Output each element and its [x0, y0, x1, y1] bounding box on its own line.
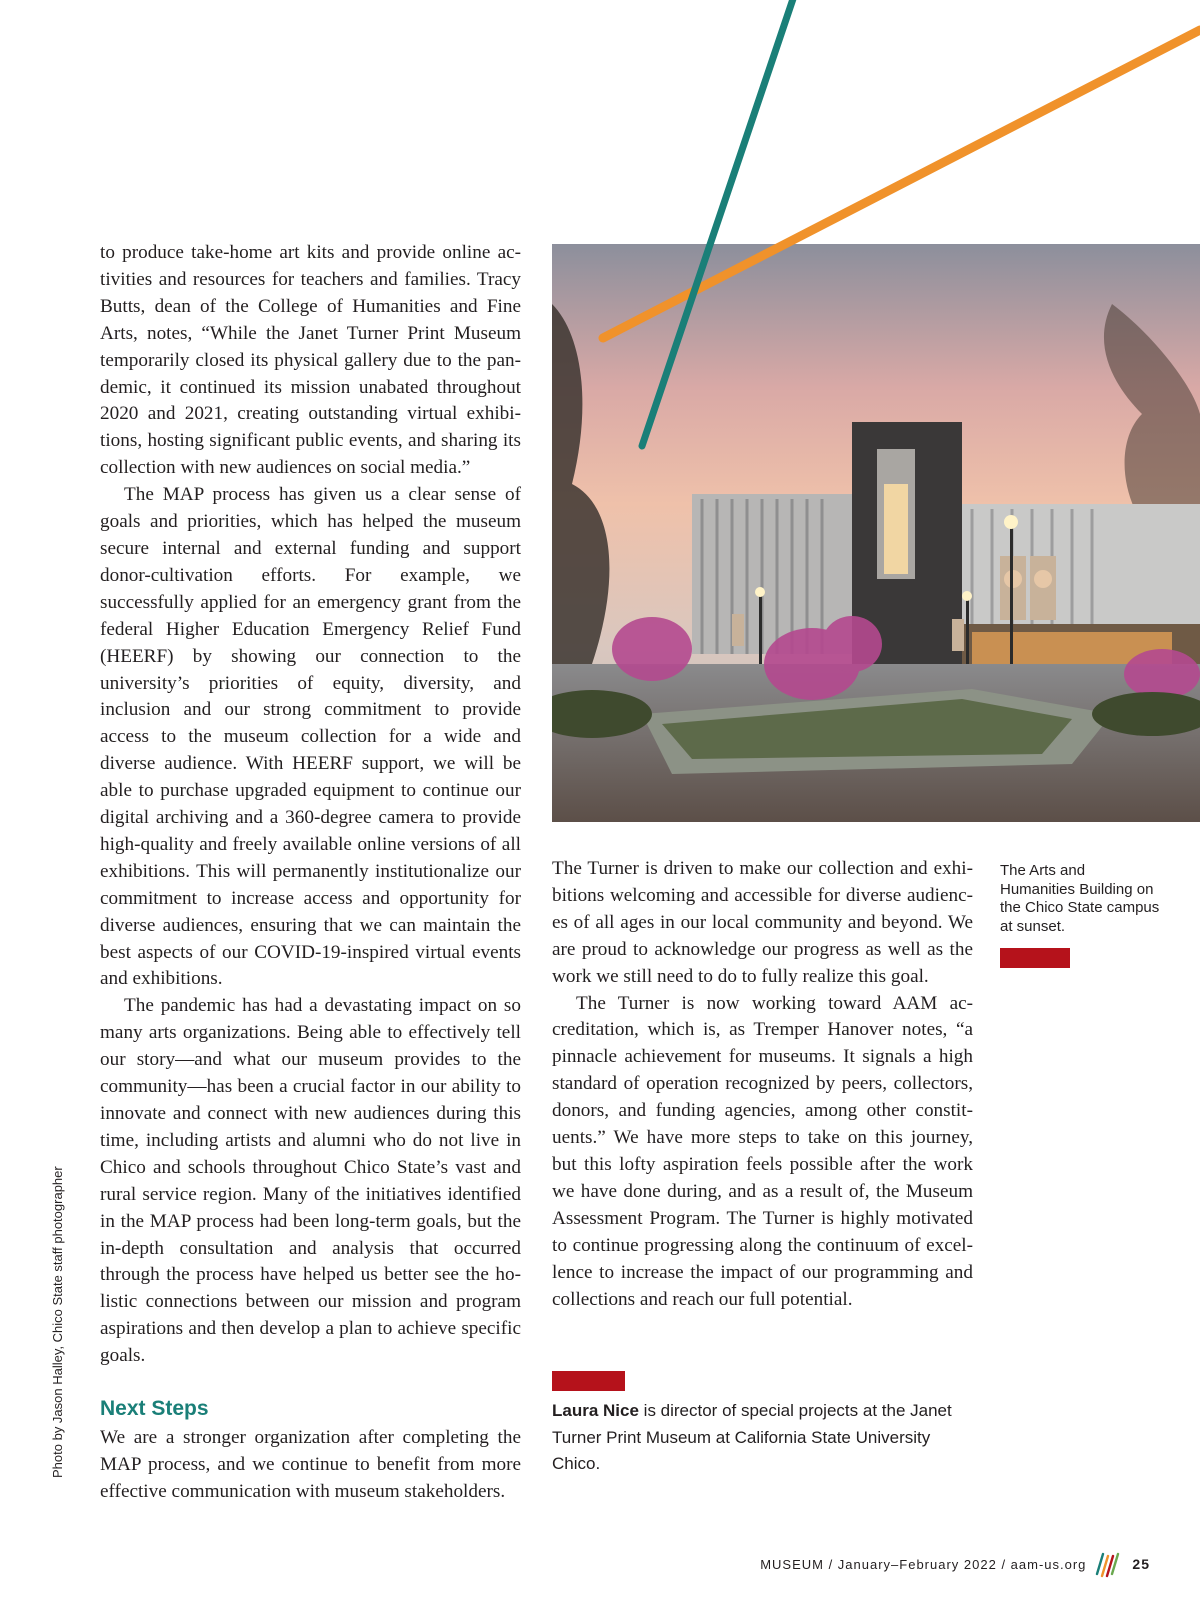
building-photo	[552, 244, 1200, 822]
paragraph: We are a stronger organization after completing the MAP process, and we continue to benefit from more effective communication with museum stakeholders.	[100, 1427, 521, 1502]
photo-caption: The Arts and Humanities Building on the Chico State campus at sunset.	[1000, 862, 1160, 935]
paragraph: The pandemic has had a devastating impact on so many arts organizations. Being able to effectively tell our story—and what our museum provides to the community—has been a crucial factor in our ability to innovate and connect with new audiences during this time, including artists and alumni who do not live in Chico and schools throughout Chico State’s vast and rural service region. Many of the initiatives identified in the MAP process had been long-term goals, but the in-depth consultation and analysis that occurred through the process have helped us better see the holistic connections between our mission and program aspirations and then develop a plan to achieve specific goals.	[100, 995, 521, 1367]
author-name: Laura Nice	[552, 1401, 639, 1420]
author-bio-text: is director of special projects at the Janet Turner Print Museum at California State University Chico.	[552, 1401, 952, 1473]
section-heading-next-steps: Next Steps	[100, 1397, 209, 1421]
paragraph: The MAP process has given us a clear sense of goals and priorities, which has helped the museum secure internal and external funding and support donor-cultivation efforts. For example, we successfully applied for an emergency grant from the federal Higher Education Emergency Relief Fund (HEERF) by showing our connection to the university’s priorities of equity, diversity, and inclusion and our strong commitment to provide access to the museum collection for a wide and diverse audience. With HEERF support, we will be able to purchase upgraded equipment to continue our digital archiving and a 360-degree camera to provide high-quality and freely available online versions of all exhibitions. This will permanently institutionalize our commitment to increase access and opportunity for diverse audiences, ensuring that we can maintain the best aspects of our COVID-19-inspired virtual events and exhibitions.	[100, 484, 521, 990]
paragraph: The Turner is now working toward AAM accreditation, which is, as Tremper Hanover notes, “a pinnacle achievement for museums. It signals a high standard of operation recognized by peers, collectors, donors, and funding agencies, among other constituents.” We have more steps to take on this journey, but this lofty aspiration feels possible after the work we have done during, and as a result of, the Museum Assessment Program. The Turner is highly motivated to continue progressing along the continuum of excellence to increase the impact of our programming and collections and reach our full potential.	[552, 992, 973, 1310]
left-column	[100, 240, 521, 1506]
aam-logo-icon	[1094, 1550, 1120, 1578]
page-footer	[760, 1550, 1150, 1578]
caption-accent-bar	[1000, 948, 1070, 968]
bio-accent-bar	[552, 1371, 625, 1391]
author-bio	[552, 1398, 952, 1478]
footer-publication: MUSEUM / January–February 2022 / aam-us.org	[760, 1556, 1087, 1572]
paragraph: The Turner is driven to make our collection and exhibitions welcoming and accessible for diverse audiences of all ages in our local community and beyond. We are proud to acknowledge our progress as well as the work we still need to do to fully realize this goal.	[552, 858, 973, 987]
photo-credit: Photo by Jason Halley, Chico State staff photographer	[50, 1166, 65, 1478]
middle-column	[552, 856, 973, 1313]
page-number: 25	[1132, 1556, 1150, 1572]
paragraph: to produce take-home art kits and provide online activities and resources for teachers and families. Tracy Butts, dean of the College of Humanities and Fine Arts, notes, “While the Janet Turner Print Museum temporarily closed its physical gallery due to the pandemic, it continued its mission unabated throughout 2020 and 2021, creating outstanding virtual exhibitions, hosting significant public events, and sharing its collection with new audiences on social media.”	[100, 242, 521, 479]
